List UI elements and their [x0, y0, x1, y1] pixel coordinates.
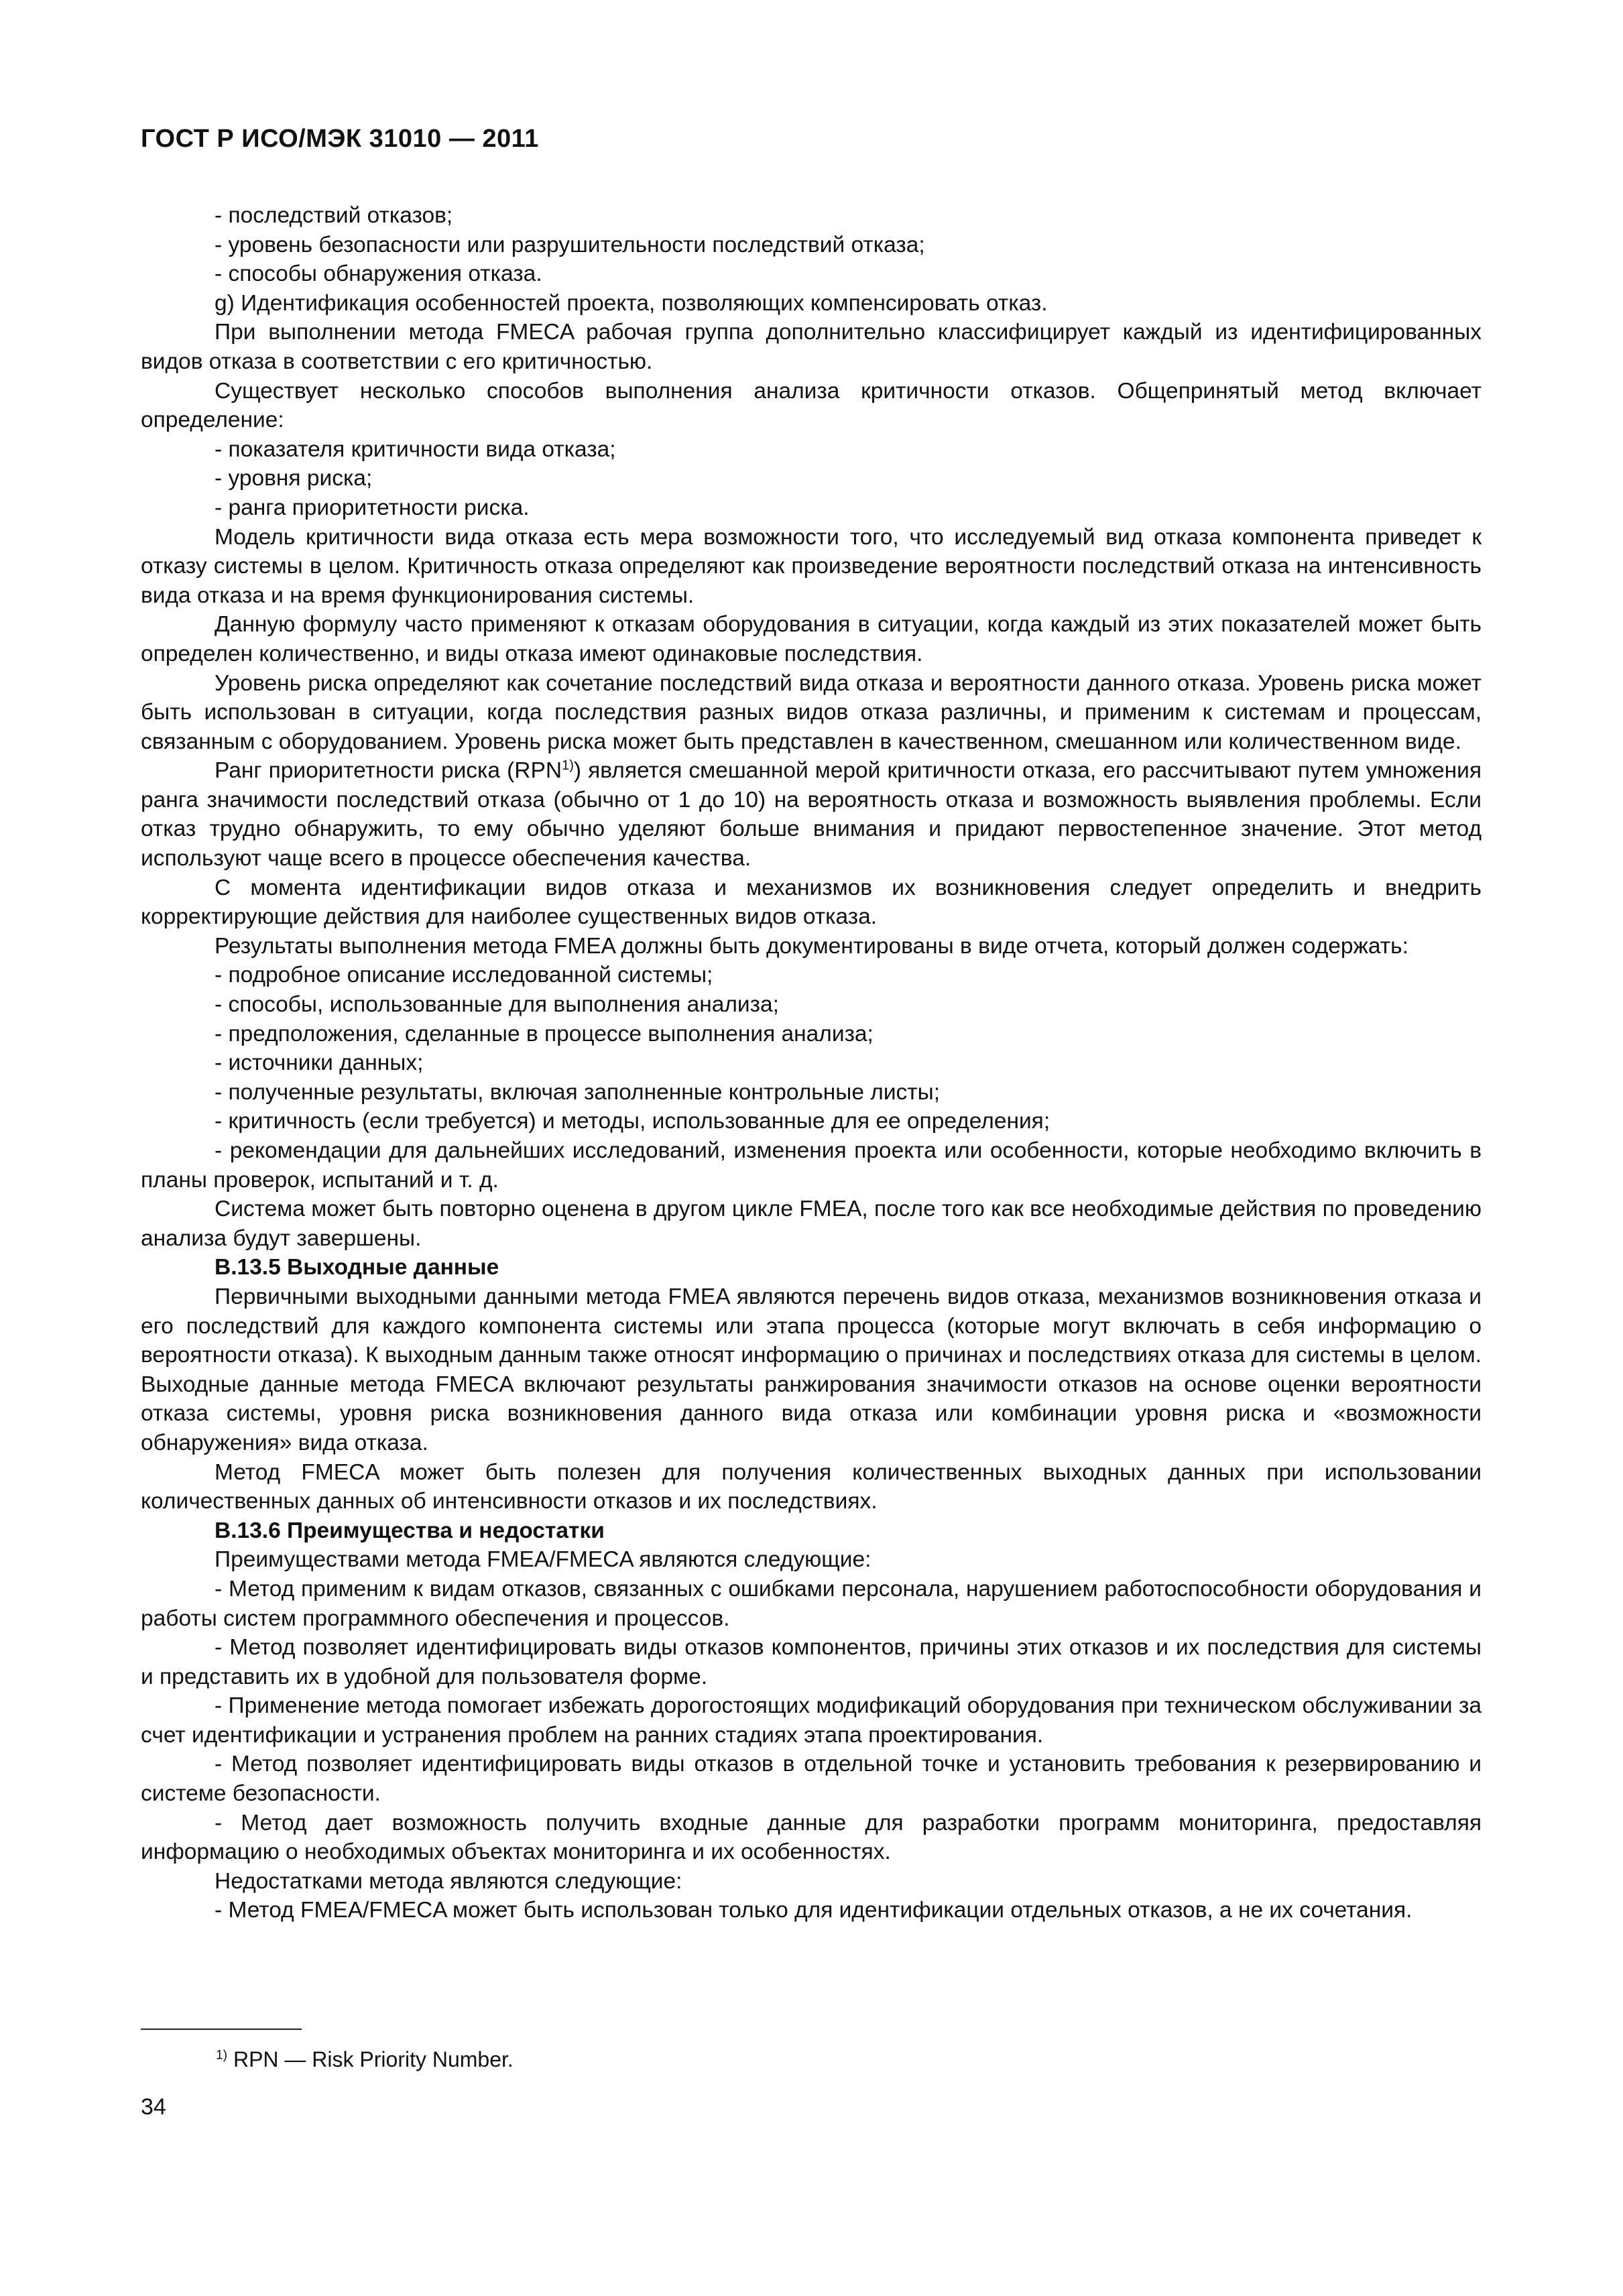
footnote-reference: 1): [562, 758, 574, 774]
paragraph: - рекомендации для дальнейших исследований, изменения проекта или особенности, которые необходимо включить в планы проверок, испытаний и т. д.: [141, 1138, 1482, 1193]
footnote-text: RPN — Risk Priority Number.: [227, 2047, 514, 2071]
paragraph: g) Идентификация особенностей проекта, позволяющих компенсировать отказ.: [215, 290, 1048, 316]
document-body: [141, 201, 1482, 1925]
footnote-mark: 1): [216, 2048, 228, 2063]
section-heading-b136: B.13.6 Преимущества и недостатки: [215, 1518, 605, 1543]
paragraph: - Метод дает возможность получить входные данные для разработки программ мониторинга, предоставляя информацию о необходимых объектах мониторинга и их особенностях.: [141, 1810, 1482, 1865]
footnote: [216, 2046, 514, 2073]
paragraph: - Применение метода помогает избежать дорогостоящих модификаций оборудования при техническом обслуживании за счет идентификации и устранения проблем на ранних стадиях этапа проектирования.: [141, 1693, 1482, 1748]
paragraph: Существует несколько способов выполнения анализа критичности отказов. Общепринятый метод включает определение:: [141, 378, 1482, 433]
paragraph: - уровень безопасности или разрушительности последствий отказа;: [215, 232, 925, 257]
paragraph: Метод FMECA может быть полезен для получения количественных выходных данных при использовании количественных данных об интенсивности отказов и их последствиях.: [141, 1459, 1482, 1514]
paragraph: - Метод FMEA/FMECA может быть использован только для идентификации отдельных отказов, а не их сочетания.: [215, 1898, 1412, 1923]
paragraph: - источники данных;: [215, 1050, 424, 1076]
paragraph: - Метод позволяет идентифицировать виды отказов в отдельной точке и установить требования к резервированию и системе безопасности.: [141, 1752, 1482, 1807]
footnote-divider: [141, 2029, 302, 2030]
paragraph: - полученные результаты, включая заполненные контрольные листы;: [215, 1079, 941, 1105]
document-header: ГОСТ Р ИСО/МЭК 31010 — 2011: [141, 125, 539, 153]
paragraph: Уровень риска определяют как сочетание последствий вида отказа и вероятности данного отказа. Уровень риска может быть использован в ситуации, когда последствия разных видов отказа различны, и применим к системам и процессам, связанным с оборудованием. Уровень риска может быть представлен в качественном, смешанном или количественном виде.: [141, 670, 1482, 754]
paragraph: С момента идентификации видов отказа и механизмов их возникновения следует определить и внедрить корректирующие действия для наиболее существенных видов отказа.: [141, 875, 1482, 930]
paragraph: Первичными выходными данными метода FMEA являются перечень видов отказа, механизмов возникновения отказа и его последствий для каждого компонента системы или этапа процесса (которые могут включать в себя информацию о вероятности отказа). К выходным данным также относят информацию о причинах и последствиях отказа для системы в целом. Выходные данные метода FMECA включают результаты ранжирования значимости отказов на основе оценки вероятности отказа системы, уровня риска возникновения данного вида отказа или комбинации уровня риска и «возможности обнаружения» вида отказа.: [141, 1284, 1482, 1455]
paragraph: При выполнении метода FMECA рабочая группа дополнительно классифицирует каждый из идентифицированных видов отказа в соответствии с его критичностью.: [141, 320, 1482, 374]
paragraph: - предположения, сделанные в процессе выполнения анализа;: [215, 1021, 874, 1046]
page-number: 34: [141, 2094, 166, 2120]
rpn-text-before: Ранг приоритетности риска (RPN: [215, 758, 562, 784]
paragraph: - способы, использованные для выполнения анализа;: [215, 992, 779, 1018]
paragraph: Модель критичности вида отказа есть мера возможности того, что исследуемый вид отказа компонента приведет к отказу системы в целом. Критичность отказа определяют как произведение вероятности последствий отказа на интенсивность вида отказа и на время функционирования системы.: [141, 524, 1482, 608]
paragraph: - последствий отказов;: [215, 203, 453, 228]
paragraph: - критичность (если требуется) и методы, использованные для ее определения;: [215, 1109, 1050, 1134]
paragraph: - подробное описание исследованной системы;: [215, 963, 713, 988]
paragraph: - показателя критичности вида отказа;: [215, 436, 616, 462]
paragraph: Недостатками метода являются следующие:: [215, 1868, 682, 1894]
paragraph: Данную формулу часто применяют к отказам оборудования в ситуации, когда каждый из этих показателей может быть определен количественно, и виды отказа имеют одинаковые последствия.: [141, 612, 1482, 666]
rpn-paragraph: [141, 756, 1482, 873]
paragraph: Результаты выполнения метода FMEA должны быть документированы в виде отчета, который должен содержать:: [215, 933, 1408, 959]
paragraph: - уровня риска;: [215, 466, 373, 491]
paragraph: Преимуществами метода FMEA/FMECA являются следующие:: [215, 1547, 871, 1573]
paragraph: - способы обнаружения отказа.: [215, 261, 542, 287]
rpn-text-after: ) является смешанной мерой критичности отказа, его рассчитывают путем умножения ранга значимости последствий отказа (обычно от 1 до 10) на вероятность отказа и возможность выявления проблемы. Если отказ трудно обнаружить, то ему обычно уделяют больше внимания и придают первостепенное значение. Этот метод используют чаще всего в процессе обеспечения качества.: [141, 758, 1482, 871]
paragraph: - ранга приоритетности риска.: [215, 495, 530, 520]
paragraph: Система может быть повторно оценена в другом цикле FMEA, после того как все необходимые действия по проведению анализа будут завершены.: [141, 1197, 1482, 1251]
paragraph: - Метод позволяет идентифицировать виды отказов компонентов, причины этих отказов и их последствия для системы и представить их в удобной для пользователя форме.: [141, 1635, 1482, 1689]
paragraph: - Метод применим к видам отказов, связанных с ошибками персонала, нарушением работоспособности оборудования и работы систем программного обеспечения и процессов.: [141, 1576, 1482, 1631]
section-heading-b135: B.13.5 Выходные данные: [215, 1255, 499, 1280]
